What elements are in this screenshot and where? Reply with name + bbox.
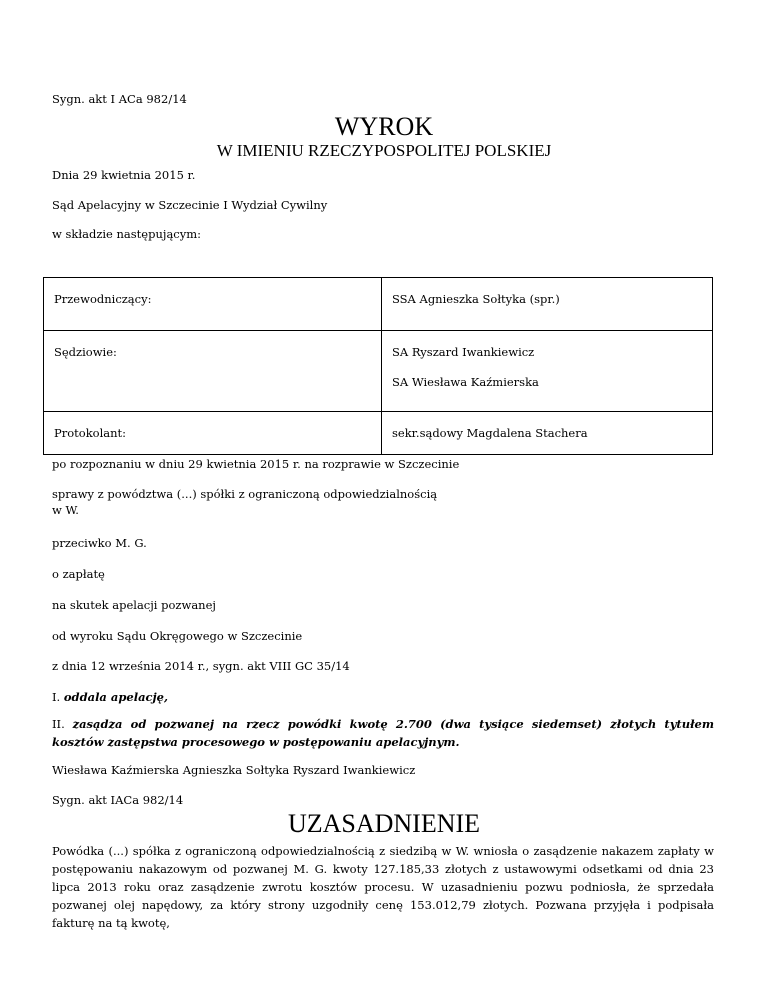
presiding-value: SSA Agnieszka Sołtyka (spr.) [392,292,560,306]
subject-line: o zapłatę [52,567,105,581]
panel-row-presiding [44,278,713,331]
clerk-value: sekr.sądowy Magdalena Stachera [392,426,588,440]
judges-label: Sędziowie: [54,345,117,359]
defendant-line: przeciwko M. G. [52,536,147,550]
judge-2: SA Wiesława Kaźmierska [392,375,539,389]
presiding-label-cell [44,278,382,331]
hearing-line: po rozpoznaniu w dniu 29 kwietnia 2015 r. na rozprawie w Szczecinie [52,457,460,471]
judges-value-cell [382,331,713,412]
panel-row-judges [44,331,713,412]
document-subtitle: W IMIENIU RZECZYPOSPOLITEJ POLSKIEJ [216,141,552,160]
ruling-item-1 [52,688,168,706]
panel-row-clerk [44,412,713,455]
composition-label: w składzie następującym: [52,227,202,241]
ruling-item-2-number: II. [52,717,65,731]
lower-court-line: od wyroku Sądu Okręgowego w Szczecinie [52,629,303,643]
ruling-item-2 [52,715,714,751]
case-number: Sygn. akt I ACa 982/14 [52,92,187,106]
presiding-value-cell [382,278,713,331]
justification-body: Powódka (...) spółka z ograniczoną odpowiedzialnością z siedzibą w W. wniosła o zasądzenie nakazem zapłaty w postępowaniu nakazowym od pozwanej M. G. kwoty 127.185,33 złotych z ustawowymi odsetkami od dnia 23 lipca 2013 roku oraz zasądzenie zwrotu kosztów procesu. W uzasadnieniu pozwu podniosła, że sprzedała pozwanej olej napędowy, za który strony uzgodniły cenę 153.012,79 złotych. Pozwana przyjęła i podpisała fakturę na tą kwotę, [52,844,714,930]
justification-title: UZASADNIENIE [287,809,481,838]
case-parties-line-1: sprawy z powództwa (...) spółki z ograniczoną odpowiedzialnością [52,487,438,501]
case-parties-line-2: w W. [52,503,79,517]
presiding-label: Przewodniczący: [54,292,152,306]
lower-judgment-line: z dnia 12 września 2014 r., sygn. akt VIII GC 35/14 [52,659,350,673]
appeal-line: na skutek apelacji pozwanej [52,598,216,612]
judge-1: SA Ryszard Iwankiewicz [392,345,535,359]
ruling-item-1-text: oddala apelację, [63,690,168,704]
panel-table [43,277,713,455]
signatures-line: Wiesława Kaźmierska Agnieszka Sołtyka Ryszard Iwankiewicz [52,763,416,777]
justification-case-number: Sygn. akt IACa 982/14 [52,793,184,807]
court-name: Sąd Apelacyjny w Szczecinie I Wydział Cywilny [52,198,328,212]
ruling-item-1-number: I. [52,690,61,704]
judges-label-cell [44,331,382,412]
clerk-label: Protokolant: [54,426,127,440]
clerk-value-cell [382,412,713,455]
judgment-date: Dnia 29 kwietnia 2015 r. [52,168,196,182]
document-title: WYROK [334,112,434,141]
clerk-label-cell [44,412,382,455]
ruling-item-2-text: zasądza od pozwanej na rzecz powódki kwotę 2.700 (dwa tysiące siedemset) złotych tytułem kosztów zastępstwa procesowego w postępowaniu apelacyjnym. [52,717,715,749]
